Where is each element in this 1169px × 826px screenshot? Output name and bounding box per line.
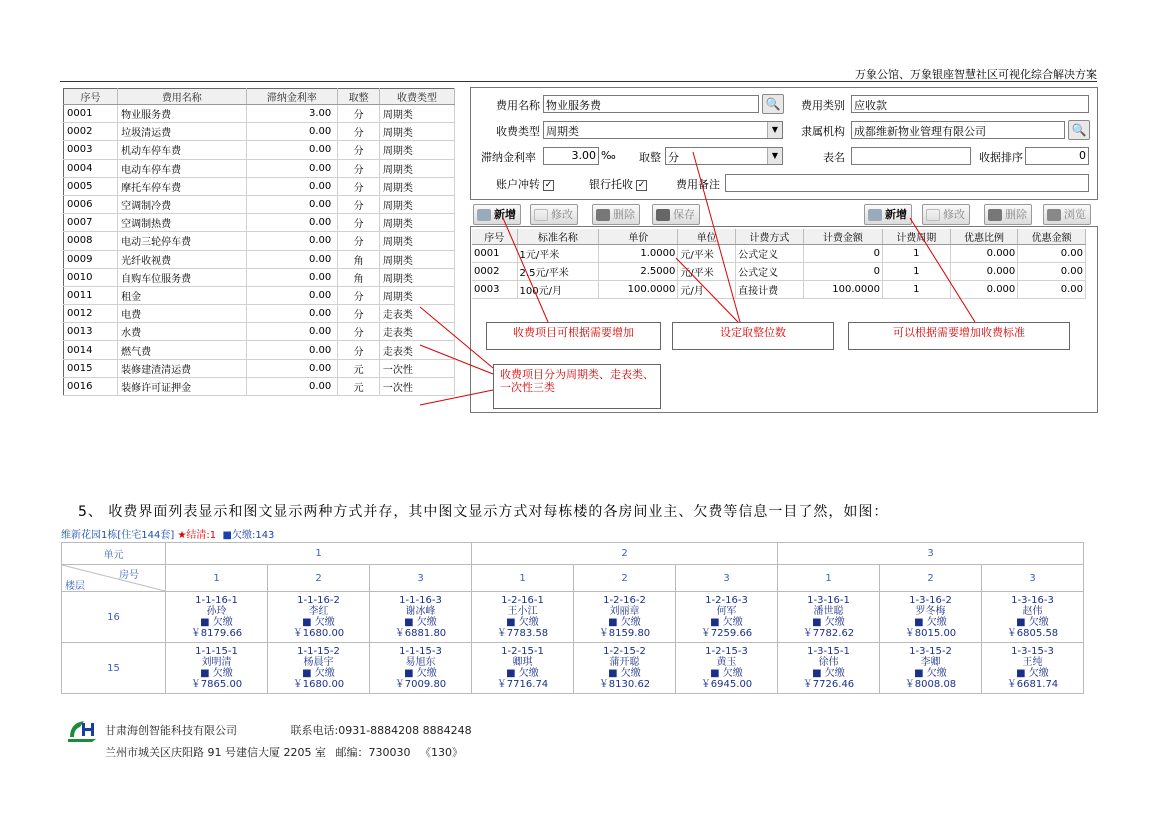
room-code: 1-3-16-3 [1011, 595, 1054, 606]
owed-status: ■ 欠缴 [200, 668, 233, 679]
fee-list-cell: 机动车停车费 [118, 141, 246, 159]
search-icon[interactable]: 🔍 [762, 94, 784, 114]
owed-amount: ￥6805.58 [1006, 628, 1059, 639]
org-label: 隶属机构 [801, 125, 845, 138]
room-cell[interactable] [268, 592, 370, 643]
note-rounding: 设定取整位数 [672, 322, 834, 350]
fee-list-cell: 周期类 [379, 123, 454, 141]
standards-cell: 0 [803, 263, 882, 281]
fee-list-cell: 0.00 [246, 195, 338, 213]
note-add-items: 收费项目可根据需要增加 [486, 322, 661, 350]
owed-count: ■欠缴:143 [222, 530, 275, 541]
standards-cell: 1 [882, 245, 950, 263]
fee-list-cell: 0.00 [246, 359, 338, 377]
sort-label: 收据排序 [979, 151, 1023, 164]
search-icon[interactable]: 🔍 [1068, 120, 1090, 140]
browse-standard-label: 浏览 [1064, 208, 1086, 221]
fee-list-cell: 元 [338, 359, 380, 377]
room-number-header: 1 [166, 565, 268, 592]
fee-list-cell: 周期类 [379, 159, 454, 177]
fee-list-cell: 0.00 [246, 177, 338, 195]
room-code: 1-1-16-2 [297, 595, 340, 606]
fee-list-cell: 空调制热费 [118, 214, 246, 232]
room-number-header: 2 [574, 565, 676, 592]
fee-list-cell: 装修建渣清运费 [118, 359, 246, 377]
standards-column-header[interactable]: 计费金额 [803, 229, 882, 245]
fee-list-cell: 0006 [64, 195, 118, 213]
owed-status: ■ 欠缴 [914, 668, 947, 679]
fee-list-cell: 0001 [64, 105, 118, 123]
document-header: 万象公馆、万象银座智慧社区可视化综合解决方案 [855, 68, 1097, 81]
standards-column-header[interactable]: 计费方式 [736, 229, 804, 245]
fee-list-cell: 周期类 [379, 105, 454, 123]
fee-list-cell: 水费 [118, 323, 246, 341]
fee-list-cell: 分 [338, 105, 380, 123]
owner-name: 孙玲 [206, 606, 227, 617]
owed-status: ■ 欠缴 [302, 617, 335, 628]
arrow-line [693, 152, 740, 322]
standards-cell: 100.0000 [803, 281, 882, 299]
owner-name: 罗冬梅 [915, 606, 946, 617]
fee-list-cell: 分 [338, 159, 380, 177]
fee-list-cell: 周期类 [379, 286, 454, 304]
standards-cell: 元/平米 [678, 245, 736, 263]
fee-list-column-header[interactable]: 费用名称 [118, 89, 246, 105]
fee-list-cell: 分 [338, 177, 380, 195]
owed-status: ■ 欠缴 [1016, 617, 1049, 628]
fee-list-cell: 0007 [64, 214, 118, 232]
company-address: 兰州市城关区庆阳路 91 号建信大厦 2205 室 [105, 746, 326, 759]
standards-cell: 公式定义 [736, 263, 804, 281]
owner-name: 卿琪 [512, 657, 533, 668]
company-postcode: 邮编：730030 [335, 746, 411, 759]
fee-category-input[interactable]: 应收款 [851, 95, 1089, 113]
floor-row [62, 592, 1084, 643]
fee-list-cell: 电动三轮停车费 [118, 232, 246, 250]
fee-list-cell: 周期类 [379, 141, 454, 159]
owed-amount: ￥1680.00 [292, 628, 345, 639]
fee-name-label: 费用名称 [496, 99, 540, 112]
sort-input[interactable]: 0 [1025, 147, 1089, 165]
fee-list-cell: 0.00 [246, 305, 338, 323]
fee-name-input[interactable]: 物业服务费 [543, 95, 759, 113]
owed-amount: ￥7009.80 [394, 679, 447, 690]
fee-list-cell: 角 [338, 250, 380, 268]
room-code: 1-2-15-1 [501, 646, 544, 657]
owner-name: 徐伟 [818, 657, 839, 668]
room-code: 1-3-16-2 [909, 595, 952, 606]
fee-list-cell: 0003 [64, 141, 118, 159]
delete-standard-label: 删除 [1005, 208, 1027, 221]
company-name: 甘肃海创智能科技有限公司 [105, 724, 237, 737]
owed-status: ■ 欠缴 [608, 617, 641, 628]
room-number-header: 2 [268, 565, 370, 592]
fee-list-cell: 分 [338, 123, 380, 141]
fee-list-column-header[interactable]: 收费类型 [379, 89, 454, 105]
fee-list-cell: 光纤收视费 [118, 250, 246, 268]
fee-list-cell: 0.00 [246, 286, 338, 304]
owed-amount: ￥8179.66 [190, 628, 243, 639]
room-code: 1-1-16-1 [195, 595, 238, 606]
fee-category-label: 费用类别 [801, 99, 845, 112]
owner-name: 蒲开聪 [609, 657, 640, 668]
fee-list-column-header[interactable]: 序号 [64, 89, 118, 105]
edit-standard-label: 修改 [943, 208, 965, 221]
offset-checkbox[interactable]: ✓ [544, 179, 553, 190]
standards-cell: 1 [882, 263, 950, 281]
fee-list-cell: 0.00 [246, 141, 338, 159]
floor-room-corner [62, 565, 166, 592]
owed-status: ■ 欠缴 [506, 668, 539, 679]
room-cell[interactable] [370, 592, 472, 643]
floor-number: 16 [62, 592, 166, 643]
fee-list-cell: 0.00 [246, 323, 338, 341]
fee-list-cell: 空调制冷费 [118, 195, 246, 213]
room-number-header: 3 [982, 565, 1084, 592]
owner-name: 易旭东 [405, 657, 436, 668]
chevron-down-icon: ▼ [767, 122, 782, 138]
room-cell[interactable] [676, 592, 778, 643]
bank-label-text: 银行托收 [589, 178, 633, 191]
add-fee-label: 新增 [494, 208, 516, 221]
fee-list-cell: 0.00 [246, 123, 338, 141]
delete-fee-label: 删除 [613, 208, 635, 221]
standards-column-header[interactable]: 单价 [599, 229, 678, 245]
owner-name: 王纯 [1022, 657, 1043, 668]
fee-list-cell: 0.00 [246, 232, 338, 250]
section-5-text: 5、 收费界面列表显示和图文显示两种方式并存，其中图文显示方式对每栋楼的各房间业主、欠费等信息一目了然，如图： [78, 504, 889, 520]
standards-cell: 元/平米 [678, 263, 736, 281]
add-standard-label: 新增 [885, 208, 907, 221]
room-code: 1-3-15-3 [1011, 646, 1054, 657]
fee-list-cell: 周期类 [379, 232, 454, 250]
owed-status: ■ 欠缴 [506, 617, 539, 628]
fee-list-cell: 0010 [64, 268, 118, 286]
fee-list-cell: 0008 [64, 232, 118, 250]
room-cell[interactable] [880, 643, 982, 694]
note-charge-types: 收费项目分为周期类、走表类、一次性三类 [493, 364, 661, 409]
fee-list-column-header[interactable]: 滞纳金利率 [246, 89, 338, 105]
standards-column-header[interactable]: 标准名称 [517, 229, 599, 245]
owed-amount: ￥7783.58 [496, 628, 549, 639]
fee-list-cell: 装修许可证押金 [118, 377, 246, 395]
edit-fee-label: 修改 [551, 208, 573, 221]
footer-line-1 [105, 722, 472, 738]
fee-list-cell: 租金 [118, 286, 246, 304]
room-cell[interactable] [472, 643, 574, 694]
fee-list-cell: 0016 [64, 377, 118, 395]
floor-label: 楼层 [65, 581, 85, 592]
fee-list-cell: 走表类 [379, 323, 454, 341]
owner-name: 杨晨宇 [303, 657, 334, 668]
fee-list-cell: 分 [338, 286, 380, 304]
company-phone: 联系电话:0931-8884208 8884248 [290, 724, 472, 737]
room-cell[interactable] [472, 592, 574, 643]
bank-checkbox[interactable]: ✓ [637, 179, 646, 190]
rounding-value: 分 [668, 151, 679, 164]
standards-cell: 0.00 [1018, 281, 1086, 299]
table-name-label: 表名 [823, 151, 845, 164]
owed-status: ■ 欠缴 [710, 668, 743, 679]
room-number-header: 3 [370, 565, 472, 592]
standards-column-header[interactable]: 优惠金额 [1018, 229, 1086, 245]
standards-cell: 直接计费 [736, 281, 804, 299]
fee-list-cell: 0015 [64, 359, 118, 377]
room-code: 1-2-16-1 [501, 595, 544, 606]
fee-list-cell: 周期类 [379, 214, 454, 232]
fee-list-cell: 0.00 [246, 341, 338, 359]
standards-cell: 2.5000 [599, 263, 678, 281]
owed-amount: ￥7865.00 [190, 679, 243, 690]
fee-list-cell: 电动车停车费 [118, 159, 246, 177]
room-cell[interactable] [574, 592, 676, 643]
fee-list-cell: 0012 [64, 305, 118, 323]
owner-name: 李红 [308, 606, 329, 617]
fee-list-cell: 0011 [64, 286, 118, 304]
room-code: 1-1-15-2 [297, 646, 340, 657]
settled-count: ★结清:1 [177, 530, 217, 541]
room-code: 1-1-16-3 [399, 595, 442, 606]
floor-number: 15 [62, 643, 166, 694]
fee-list-cell: 0.00 [246, 268, 338, 286]
page-number: 《130》 [419, 746, 463, 759]
fee-list-cell: 周期类 [379, 250, 454, 268]
fee-list-cell: 摩托车停车费 [118, 177, 246, 195]
owed-status: ■ 欠缴 [710, 617, 743, 628]
room-number-label: 房号 [119, 570, 139, 581]
fee-list-cell: 周期类 [379, 177, 454, 195]
room-cell[interactable] [166, 592, 268, 643]
room-code: 1-3-15-2 [909, 646, 952, 657]
standards-cell: 0002 [472, 263, 517, 281]
room-cell[interactable] [676, 643, 778, 694]
fee-list-cell: 3.00 [246, 105, 338, 123]
org-input[interactable]: 成都维新物业管理有限公司 [851, 121, 1065, 139]
fee-list-cell: 0.00 [246, 377, 338, 395]
fee-list-cell: 分 [338, 323, 380, 341]
fee-list-cell: 分 [338, 214, 380, 232]
standards-cell: 0 [803, 245, 882, 263]
fee-list-cell: 0.00 [246, 214, 338, 232]
room-code: 1-1-15-3 [399, 646, 442, 657]
fee-list-cell: 垃圾清运费 [118, 123, 246, 141]
owed-amount: ￥7782.62 [802, 628, 855, 639]
standards-column-header[interactable]: 优惠比例 [950, 229, 1018, 245]
floor-row [62, 643, 1084, 694]
standards-cell: 0.000 [950, 263, 1018, 281]
owed-status: ■ 欠缴 [302, 668, 335, 679]
late-rate-label: 滞纳金利率 [481, 151, 536, 164]
fee-list-cell: 元 [338, 377, 380, 395]
fee-list-cell: 角 [338, 268, 380, 286]
fee-list-cell: 物业服务费 [118, 105, 246, 123]
arrow-line [420, 307, 493, 368]
owner-name: 谢冰峰 [405, 606, 436, 617]
fee-list-cell: 分 [338, 195, 380, 213]
unit-header: 1 [166, 543, 472, 565]
chevron-down-icon: ▼ [767, 148, 782, 164]
fee-list-cell: 周期类 [379, 195, 454, 213]
standards-cell: 2.5元/平米 [517, 263, 599, 281]
fee-list-cell: 0.00 [246, 250, 338, 268]
room-cell[interactable] [574, 643, 676, 694]
room-cell[interactable] [370, 643, 472, 694]
fee-list-cell: 周期类 [379, 268, 454, 286]
room-cell[interactable] [268, 643, 370, 694]
standards-cell: 0.000 [950, 281, 1018, 299]
fee-list-cell: 0014 [64, 341, 118, 359]
owed-amount: ￥6945.00 [700, 679, 753, 690]
fee-list-cell: 走表类 [379, 305, 454, 323]
fee-list-cell: 走表类 [379, 341, 454, 359]
room-code: 1-3-15-1 [807, 646, 850, 657]
standards-cell: 1 [882, 281, 950, 299]
room-cell[interactable] [880, 592, 982, 643]
room-code: 1-1-15-1 [195, 646, 238, 657]
fee-list-cell: 电费 [118, 305, 246, 323]
standards-cell: 0.00 [1018, 245, 1086, 263]
fee-list-column-header[interactable]: 取整 [338, 89, 380, 105]
fee-list-cell: 一次性 [379, 377, 454, 395]
rounding-label: 取整 [639, 151, 661, 164]
owed-status: ■ 欠缴 [404, 668, 437, 679]
room-cell[interactable] [778, 643, 880, 694]
room-code: 1-2-16-3 [705, 595, 748, 606]
standards-cell: 100元/月 [517, 281, 599, 299]
owed-amount: ￥7716.74 [496, 679, 549, 690]
owed-status: ■ 欠缴 [608, 668, 641, 679]
owner-name: 王小江 [507, 606, 538, 617]
building-legend [61, 526, 274, 541]
room-number-header: 1 [472, 565, 574, 592]
standards-cell: 0003 [472, 281, 517, 299]
standards-cell: 0.000 [950, 245, 1018, 263]
fee-list-cell: 0.00 [246, 159, 338, 177]
room-number-header: 3 [676, 565, 778, 592]
room-grid [61, 542, 1084, 694]
fee-list-cell: 一次性 [379, 359, 454, 377]
unit-header: 3 [778, 543, 1084, 565]
fee-list-cell: 0005 [64, 177, 118, 195]
owed-amount: ￥8159.80 [598, 628, 651, 639]
remark-label: 费用备注 [676, 178, 720, 191]
standards-cell: 元/月 [678, 281, 736, 299]
offset-label-text: 账户冲转 [496, 178, 540, 191]
fee-list-cell: 0002 [64, 123, 118, 141]
owed-amount: ￥1680.00 [292, 679, 345, 690]
owed-status: ■ 欠缴 [812, 617, 845, 628]
charge-type-label: 收费类型 [496, 125, 540, 138]
arrow-line [676, 258, 738, 322]
owner-name: 刘明清 [201, 657, 232, 668]
fee-list-cell: 分 [338, 341, 380, 359]
standards-cell: 0001 [472, 245, 517, 263]
standards-column-header[interactable]: 序号 [472, 229, 517, 245]
room-code: 1-2-15-2 [603, 646, 646, 657]
footer-line-2 [105, 744, 463, 760]
owed-amount: ￥7259.66 [700, 628, 753, 639]
owed-amount: ￥6681.74 [1006, 679, 1059, 690]
arrow-line [420, 390, 493, 405]
fee-list-cell: 分 [338, 141, 380, 159]
fee-list-cell: 燃气费 [118, 341, 246, 359]
fee-list-cell: 0009 [64, 250, 118, 268]
owner-name: 赵伟 [1022, 606, 1043, 617]
room-cell[interactable] [982, 592, 1084, 643]
room-cell[interactable] [778, 592, 880, 643]
owed-amount: ￥7726.46 [802, 679, 855, 690]
owed-amount: ￥8008.08 [904, 679, 957, 690]
save-fee-label: 保存 [673, 208, 695, 221]
charge-type-value: 周期类 [546, 125, 579, 138]
owed-status: ■ 欠缴 [914, 617, 947, 628]
owner-name: 何军 [716, 606, 737, 617]
fee-list-cell: 自购车位服务费 [118, 268, 246, 286]
room-number-header: 1 [778, 565, 880, 592]
note-add-standards: 可以根据需要增加收费标准 [848, 322, 1070, 350]
standards-cell: 1元/平米 [517, 245, 599, 263]
building-title[interactable]: 维新花园1栋[住宅144套] [61, 530, 175, 541]
arrow-line [503, 218, 548, 322]
owed-status: ■ 欠缴 [812, 668, 845, 679]
standards-cell: 公式定义 [736, 245, 804, 263]
company-logo [66, 717, 100, 743]
room-code: 1-2-16-2 [603, 595, 646, 606]
room-code: 1-3-16-1 [807, 595, 850, 606]
standards-cell: 0.00 [1018, 263, 1086, 281]
owed-status: ■ 欠缴 [1016, 668, 1049, 679]
owed-status: ■ 欠缴 [200, 617, 233, 628]
owner-name: 潘世聪 [813, 606, 844, 617]
unit-header: 2 [472, 543, 778, 565]
room-code: 1-2-15-3 [705, 646, 748, 657]
standards-column-header[interactable]: 单位 [678, 229, 736, 245]
owed-amount: ￥8015.00 [904, 628, 957, 639]
late-rate-input[interactable]: 3.00 [543, 147, 599, 165]
unit-header-label: 单元 [62, 543, 166, 565]
owed-status: ■ 欠缴 [404, 617, 437, 628]
owed-amount: ￥8130.62 [598, 679, 651, 690]
fee-list-cell: 分 [338, 305, 380, 323]
owed-amount: ￥6881.80 [394, 628, 447, 639]
room-cell[interactable] [982, 643, 1084, 694]
room-number-header: 2 [880, 565, 982, 592]
arrow-line [910, 218, 975, 322]
fee-list-cell: 0004 [64, 159, 118, 177]
standards-cell: 100.0000 [599, 281, 678, 299]
fee-list-cell: 分 [338, 232, 380, 250]
standards-cell: 1.0000 [599, 245, 678, 263]
fee-list-cell: 0013 [64, 323, 118, 341]
late-rate-unit: ‰ [601, 149, 616, 162]
owner-name: 刘丽章 [609, 606, 640, 617]
owner-name: 黄玉 [716, 657, 737, 668]
room-cell[interactable] [166, 643, 268, 694]
owner-name: 李卿 [920, 657, 941, 668]
standards-column-header[interactable]: 计费周期 [882, 229, 950, 245]
